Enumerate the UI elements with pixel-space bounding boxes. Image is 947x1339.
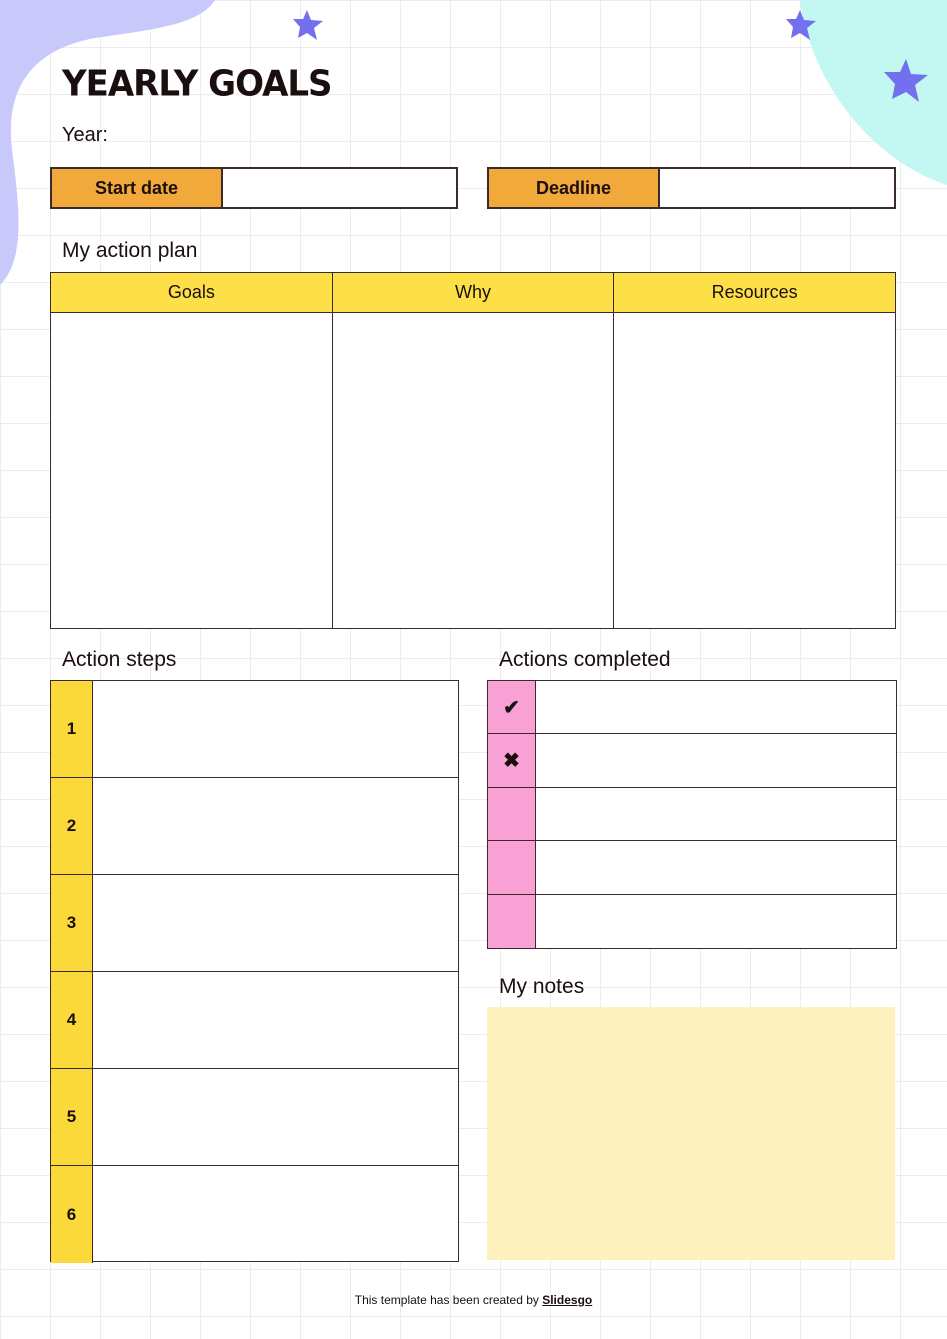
actions-completed-heading: Actions completed [499,648,671,671]
action-steps-list [50,680,459,1262]
column-header-resources: Resources [614,273,896,313]
step-number: 3 [51,875,93,971]
list-item[interactable] [488,734,896,787]
list-item[interactable] [51,1166,458,1263]
resources-cell[interactable] [614,313,896,629]
empty-mark [488,895,536,948]
action-plan-heading: My action plan [62,239,198,262]
step-number: 6 [51,1166,93,1263]
footer [0,1293,947,1307]
step-number: 4 [51,972,93,1068]
start-date-input[interactable] [223,169,456,207]
deadline-input[interactable] [660,169,894,207]
action-steps-heading: Action steps [62,648,177,671]
footer-text: This template has been created by [354,1293,543,1307]
page-title: YEARLY GOALS [62,63,332,105]
empty-mark [488,841,536,893]
column-header-goals: Goals [51,273,333,313]
goals-cell[interactable] [51,313,333,629]
start-date-field[interactable] [50,167,458,209]
year-label: Year: [62,124,108,146]
action-plan-table [50,272,896,629]
list-item[interactable] [51,681,458,778]
notes-heading: My notes [499,975,585,998]
list-item[interactable] [51,1069,458,1166]
list-item[interactable] [488,895,896,948]
column-header-why: Why [332,273,614,313]
step-number: 1 [51,681,93,777]
list-item[interactable] [51,972,458,1069]
deadline-field[interactable] [487,167,896,209]
actions-completed-list [487,680,897,949]
deadline-label: Deadline [489,169,660,207]
cross-icon: ✖ [488,734,536,786]
step-number: 2 [51,778,93,874]
notes-area[interactable] [487,1007,895,1260]
star-icon [786,10,818,42]
slidesgo-link[interactable]: Slidesgo [542,1293,593,1307]
empty-mark [488,788,536,840]
star-icon [884,59,930,105]
list-item[interactable] [488,788,896,841]
start-date-label: Start date [52,169,223,207]
why-cell[interactable] [332,313,614,629]
list-item[interactable] [488,841,896,894]
step-number: 5 [51,1069,93,1165]
star-icon [293,10,325,42]
list-item[interactable] [51,778,458,875]
list-item[interactable] [488,681,896,734]
check-icon: ✔ [488,681,536,733]
list-item[interactable] [51,875,458,972]
